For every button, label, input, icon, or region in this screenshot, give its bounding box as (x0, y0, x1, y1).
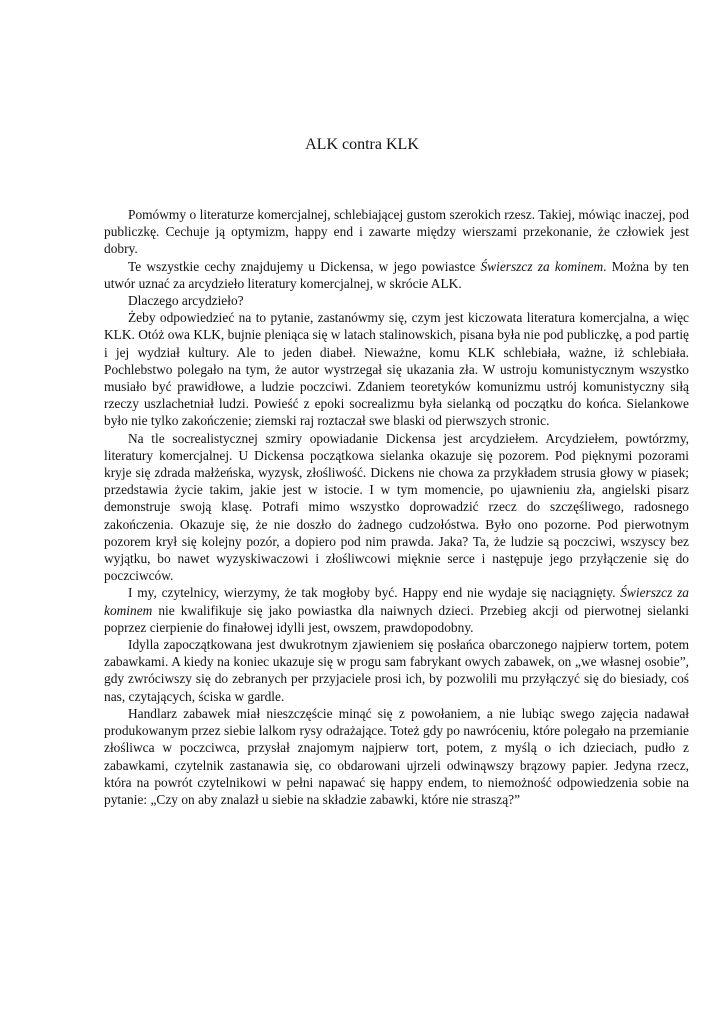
paragraph (104, 292, 689, 309)
paragraph (104, 206, 689, 258)
paragraph-text: Dlaczego arcydzieło? (128, 293, 244, 309)
body-text (104, 206, 689, 808)
paragraph-text: Idylla zapoczątkowana jest dwukrotnym zjawieniem się posłańca obarczonego najpierw tortem, potem zabawkami. A kiedy na koniec ukazuje się w progu sam fabrykant owych zabawek, on „we własnej osobie”, gdy zwróciwszy się do zebranych per przyjaciele prosi ich, by pozwolili mu przyłączyć się do biesiady, coś nas, czytających, ściska w gardle. (104, 637, 689, 704)
italic-title-text: Świerszcz za kominem (480, 258, 604, 274)
paragraph (104, 705, 689, 808)
paragraph (104, 584, 689, 636)
paragraph (104, 309, 689, 429)
paragraph-text: . Można by ten utwór uznać za arcydzieło literatury komercjalnej, w skrócie ALK. (104, 258, 690, 291)
paragraph (104, 430, 689, 585)
paragraph (104, 258, 689, 292)
paragraph-text: Pomówmy o literaturze komercjalnej, schlebiającej gustom szerokich rzesz. Takiej, mówiąc inaczej, pod publiczkę. Cechuje ją optymizm, happy end i zawarte między wierszami przekonanie, że człowiek jest dobry. (104, 207, 689, 257)
paragraph (104, 636, 689, 705)
paragraph-text: Żeby odpowiedzieć na to pytanie, zastanówmy się, czym jest kiczowata literatura komercjalna, a więc KLK. Otóż owa KLK, bujnie pleniąca się w latach stalinowskich, pisana była nie pod publiczkę, a pod partię i jej wydział kultury. Ale to jeden diabeł. Nieważne, komu KLK schlebiała, ważne, iż schlebiała. Pochlebstwo polegało na tym, że autor wystrzegał się ukazania zła. W ustroju komunistycznym wszystko musiało być prawidłowe, a ludzie poczciwi. Zdaniem teoretyków komunizmu ustrój komunistyczny siłą rzeczy uszlachetniał ludzi. Powieść z epoki socrealizmu była sielanką od początku do końca. Sielankowe było nie tylko zakończenie; ziemski raj roztaczał swe blaski od pierwszych stronic. (104, 310, 689, 429)
paragraph-text: Na tle socrealistycznej szmiry opowiadanie Dickensa jest arcydziełem. Arcydziełem, powtórzmy, literatury komercjalnej. U Dickensa początkowa sielanka okazuje się pozorem. Pod pięknymi pozorami kryje się zdrada małżeńska, wyzysk, złośliwość. Dickens nie chowa za przykładem strusia głowy w piasek; przedstawia życie takim, jakie jest w istocie. I w tym momencie, po ujawnieniu zła, angielski pisarz demonstruje swoją klasę. Potrafi mimo wszystko doprowadzić rzecz do szczęśliwego, radosnego zakończenia. Okazuje się, że nie doszło do żadnego cudzołóstwa. Było ono pozorne. Pod pierwotnym pozorem krył się kolejny pozór, a dopiero pod nim prawda. Jaka? Ta, że ludzie są poczciwi, wszyscy bez wyjątku, bo nawet wyzyskiwaczowi i złośliwcowi mięknie serce i następuje jego przyłączenie się do poczciwców. (104, 430, 689, 584)
page-title: ALK contra KLK (305, 136, 419, 153)
italic-title-text: Świerszcz za kominem (104, 585, 689, 618)
paragraph-text: Handlarz zabawek miał nieszczęście minąć się z powołaniem, a nie lubiąc swego zajęcia nadawał produkowanym przez siebie lalkom rysy odrażające. Toteż gdy po nawróceniu, które polegało na przemianie złośliwca w poczciwca, przysłał znajomym najpierw tort, potem, z myślą o ich dzieciach, pudło z zabawkami, czytelnik zastanawia się, co obdarowani ujrzeli odwinąwszy brązowy papier. Jedyna rzecz, która na powrót czytelnikowi w pełni napawać się happy endem, to niemożność odpowiedzenia sobie na pytanie: „Czy on aby znalazł u siebie na składzie zabawki, które nie straszą?” (104, 705, 689, 807)
paragraph-text: nie kwalifikuje się jako powiastka dla naiwnych dzieci. Przebieg akcji od pierwotnej sielanki poprzez cierpienie do finałowej idylli jest, owszem, prawdopodobny. (104, 602, 689, 635)
paragraph-text: I my, czytelnicy, wierzymy, że tak mogłoby być. Happy end nie wydaje się naciągnięty. (128, 585, 621, 601)
paragraph-text: Te wszystkie cechy znajdujemy u Dickensa, w jego powiastce (128, 258, 481, 274)
